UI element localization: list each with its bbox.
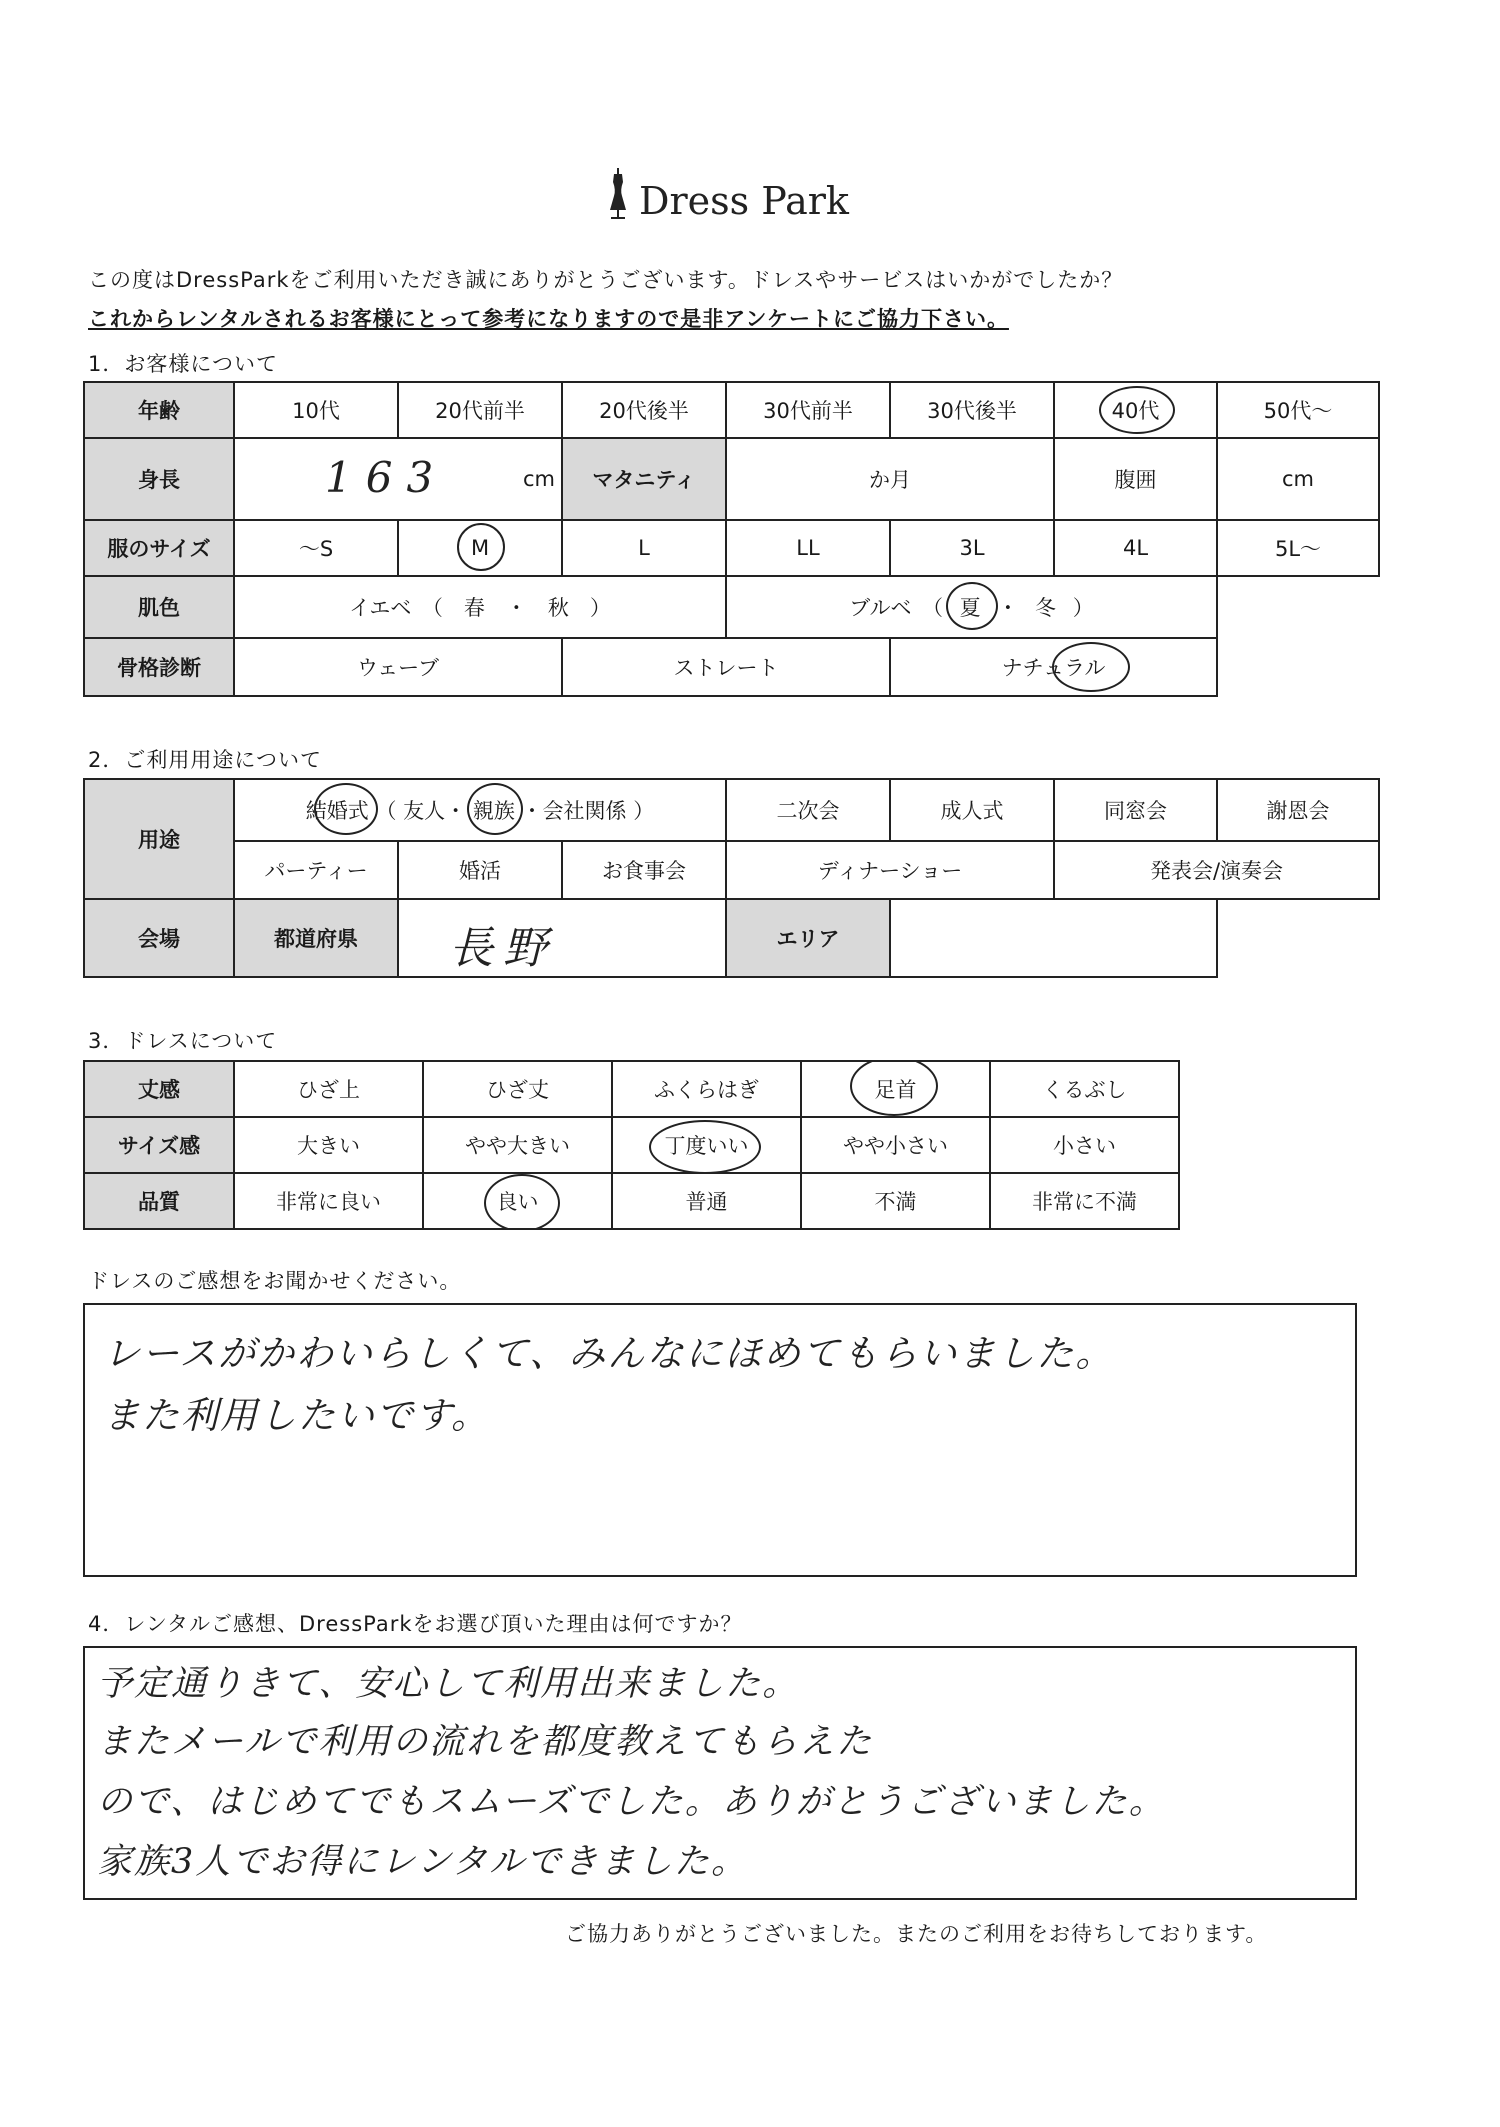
length-option[interactable]: くるぶし <box>990 1061 1179 1117</box>
section2-title: 2．ご利用用途について <box>88 748 322 772</box>
intro-text: この度はDressParkをご利用いただき誠にありがとうございます。ドレスやサービスはいかがでしたか？ <box>88 268 1124 292</box>
dress-comment-line: また利用したいです。 <box>103 1394 491 1437</box>
age-option[interactable]: 50代～ <box>1217 382 1379 438</box>
length-option[interactable]: ひざ丈 <box>423 1061 612 1117</box>
fit-option-selected[interactable] <box>612 1117 801 1173</box>
fit-label: サイズ感 <box>84 1117 234 1173</box>
wedding-option <box>306 795 369 825</box>
quality-option[interactable]: 非常に良い <box>234 1173 423 1229</box>
section4-title: 4．レンタルご感想、DressParkをお選び頂いた理由は何ですか？ <box>88 1612 743 1636</box>
fit-option[interactable]: やや大きい <box>423 1117 612 1173</box>
quality-option-label: 良い <box>496 1190 539 1214</box>
waist-unit[interactable]: cm <box>1217 438 1379 520</box>
section3-title: 3．ドレスについて <box>88 1029 278 1053</box>
wedding-sub: （ 友人・ <box>375 799 467 823</box>
usage-table <box>83 778 1380 978</box>
age-option[interactable]: 20代前半 <box>398 382 562 438</box>
quality-option[interactable]: 普通 <box>612 1173 801 1229</box>
age-option[interactable]: 20代後半 <box>562 382 726 438</box>
length-label: 丈感 <box>84 1061 234 1117</box>
rental-comment-line: 予定通りきて、安心して利用出来ました。 <box>97 1664 800 1704</box>
size-option-label: M <box>470 536 490 560</box>
fit-row <box>84 1117 1179 1173</box>
length-option[interactable]: ふくらはぎ <box>612 1061 801 1117</box>
wedding-label: 結婚式 <box>305 799 369 823</box>
age-row <box>84 382 1379 438</box>
rental-comment-box[interactable] <box>83 1646 1357 1900</box>
size-row <box>84 520 1379 576</box>
size-label: 服のサイズ <box>84 520 234 576</box>
fit-option[interactable]: 大きい <box>234 1117 423 1173</box>
selection-circle <box>457 523 505 571</box>
selection-circle <box>1099 386 1175 434</box>
frame-option[interactable]: ストレート <box>562 638 890 696</box>
purpose-option[interactable]: 同窓会 <box>1054 779 1217 841</box>
selection-circle <box>649 1120 761 1173</box>
size-option[interactable]: L <box>562 520 726 576</box>
intro-request: これからレンタルされるお客様にとって参考になりますので是非アンケートにご協力下さい。 <box>88 307 1009 331</box>
frame-option-selected[interactable] <box>890 638 1217 696</box>
purpose-option[interactable]: 二次会 <box>726 779 890 841</box>
size-option[interactable]: 4L <box>1054 520 1217 576</box>
length-option-selected[interactable] <box>801 1061 990 1117</box>
height-unit: cm <box>522 467 555 491</box>
size-option[interactable]: LL <box>726 520 890 576</box>
purpose-option[interactable]: 成人式 <box>890 779 1054 841</box>
rental-comment-line: またメールで利用の流れを都度教えてもらえた <box>97 1722 874 1762</box>
length-row <box>84 1061 1179 1117</box>
size-option[interactable]: 5L～ <box>1217 520 1379 576</box>
section1-title: 1．お客様について <box>88 352 278 376</box>
size-option-selected[interactable] <box>398 520 562 576</box>
height-field[interactable] <box>234 438 562 520</box>
dress-comment-box[interactable] <box>83 1303 1357 1577</box>
purpose-row-1 <box>84 779 1379 841</box>
skin-summer-option <box>950 592 991 622</box>
prefecture-value: 長野 <box>449 923 557 974</box>
age-option-label: 40代 <box>1111 399 1160 423</box>
quality-option-selected[interactable] <box>423 1173 612 1229</box>
waist-label: 腹囲 <box>1054 438 1217 520</box>
skin-row <box>84 576 1379 638</box>
selection-circle <box>850 1061 938 1116</box>
selection-circle <box>467 783 523 835</box>
brand-name: Dress Park <box>639 179 849 223</box>
age-option[interactable]: 10代 <box>234 382 398 438</box>
length-option-label: 足首 <box>874 1078 917 1102</box>
quality-row <box>84 1173 1179 1229</box>
family-label: 親族 <box>472 799 515 823</box>
height-value: 163 <box>325 453 448 502</box>
skin-summer-label: 夏 <box>959 596 981 620</box>
purpose-option[interactable]: 婚活 <box>398 841 562 899</box>
frame-natural-option <box>1002 652 1106 682</box>
maternity-months[interactable]: か月 <box>726 438 1054 520</box>
prefecture-field[interactable] <box>398 899 726 977</box>
size-option[interactable]: ～S <box>234 520 398 576</box>
length-option[interactable]: ひざ上 <box>234 1061 423 1117</box>
wedding-rest: ・会社関係 ） <box>521 799 655 823</box>
skin-winter-label: 冬 <box>1035 596 1057 620</box>
venue-row <box>84 899 1379 977</box>
skin-empty <box>1217 576 1379 638</box>
purpose-label: 用途 <box>84 779 234 899</box>
rental-comment-line: ので、はじめてでもスムーズでした。ありがとうございました。 <box>97 1782 1166 1822</box>
purpose-row-2 <box>84 841 1379 899</box>
venue-label: 会場 <box>84 899 234 977</box>
frame-option-label: ナチュラル <box>1001 656 1106 680</box>
dress-comment-prompt: ドレスのご感想をお聞かせください。 <box>88 1269 462 1293</box>
frame-label: 骨格診断 <box>84 638 234 696</box>
purpose-option[interactable]: ディナーショー <box>726 841 1054 899</box>
rental-comment-line: 家族3人でお得にレンタルできました。 <box>97 1842 748 1882</box>
quality-option[interactable]: 非常に不満 <box>990 1173 1179 1229</box>
fit-option-label: 丁度いい <box>664 1134 749 1158</box>
prefecture-label: 都道府県 <box>234 899 398 977</box>
frame-empty <box>1217 638 1379 696</box>
skin-label: 肌色 <box>84 576 234 638</box>
footer-thanks: ご協力ありがとうございました。またのご利用をお待ちしております。 <box>565 1922 1268 1946</box>
selection-circle <box>1052 642 1130 692</box>
purpose-option[interactable]: お食事会 <box>562 841 726 899</box>
quality-label: 品質 <box>84 1173 234 1229</box>
age-option-selected[interactable] <box>1054 382 1217 438</box>
dress-comment-line: レースがかわいらしくて、みんなにほめてもらいました。 <box>103 1332 1115 1375</box>
age-label: 年齢 <box>84 382 234 438</box>
frame-row <box>84 638 1379 696</box>
height-row <box>84 438 1379 520</box>
skin-yellow-base[interactable]: イエベ （ 春 ・ 秋 ） <box>234 576 726 638</box>
selection-circle <box>946 582 998 630</box>
purpose-option[interactable]: パーティー <box>234 841 398 899</box>
size-option[interactable]: 3L <box>890 520 1054 576</box>
skin-blue-prefix: ブルベ （ <box>849 596 943 620</box>
skin-sep: ・ <box>997 596 1019 620</box>
age-option[interactable]: 30代前半 <box>726 382 890 438</box>
skin-blue-base[interactable] <box>726 576 1217 638</box>
maternity-label: マタニティ <box>562 438 726 520</box>
family-option <box>473 795 515 825</box>
selection-circle <box>484 1174 560 1229</box>
skin-blue-suffix: ） <box>1072 596 1094 620</box>
area-label: エリア <box>726 899 890 977</box>
dress-form-icon <box>605 168 631 220</box>
purpose-option[interactable]: 謝恩会 <box>1217 779 1379 841</box>
fit-option[interactable]: 小さい <box>990 1117 1179 1173</box>
brand-logo <box>605 168 849 223</box>
venue-empty <box>1217 899 1379 977</box>
quality-option[interactable]: 不満 <box>801 1173 990 1229</box>
purpose-wedding[interactable] <box>234 779 726 841</box>
dress-table <box>83 1060 1180 1230</box>
height-label: 身長 <box>84 438 234 520</box>
customer-table <box>83 381 1380 697</box>
fit-option[interactable]: やや小さい <box>801 1117 990 1173</box>
age-option[interactable]: 30代後半 <box>890 382 1054 438</box>
purpose-option[interactable]: 発表会/演奏会 <box>1054 841 1379 899</box>
selection-circle <box>314 783 378 835</box>
area-field[interactable] <box>890 899 1217 977</box>
frame-option[interactable]: ウェーブ <box>234 638 562 696</box>
